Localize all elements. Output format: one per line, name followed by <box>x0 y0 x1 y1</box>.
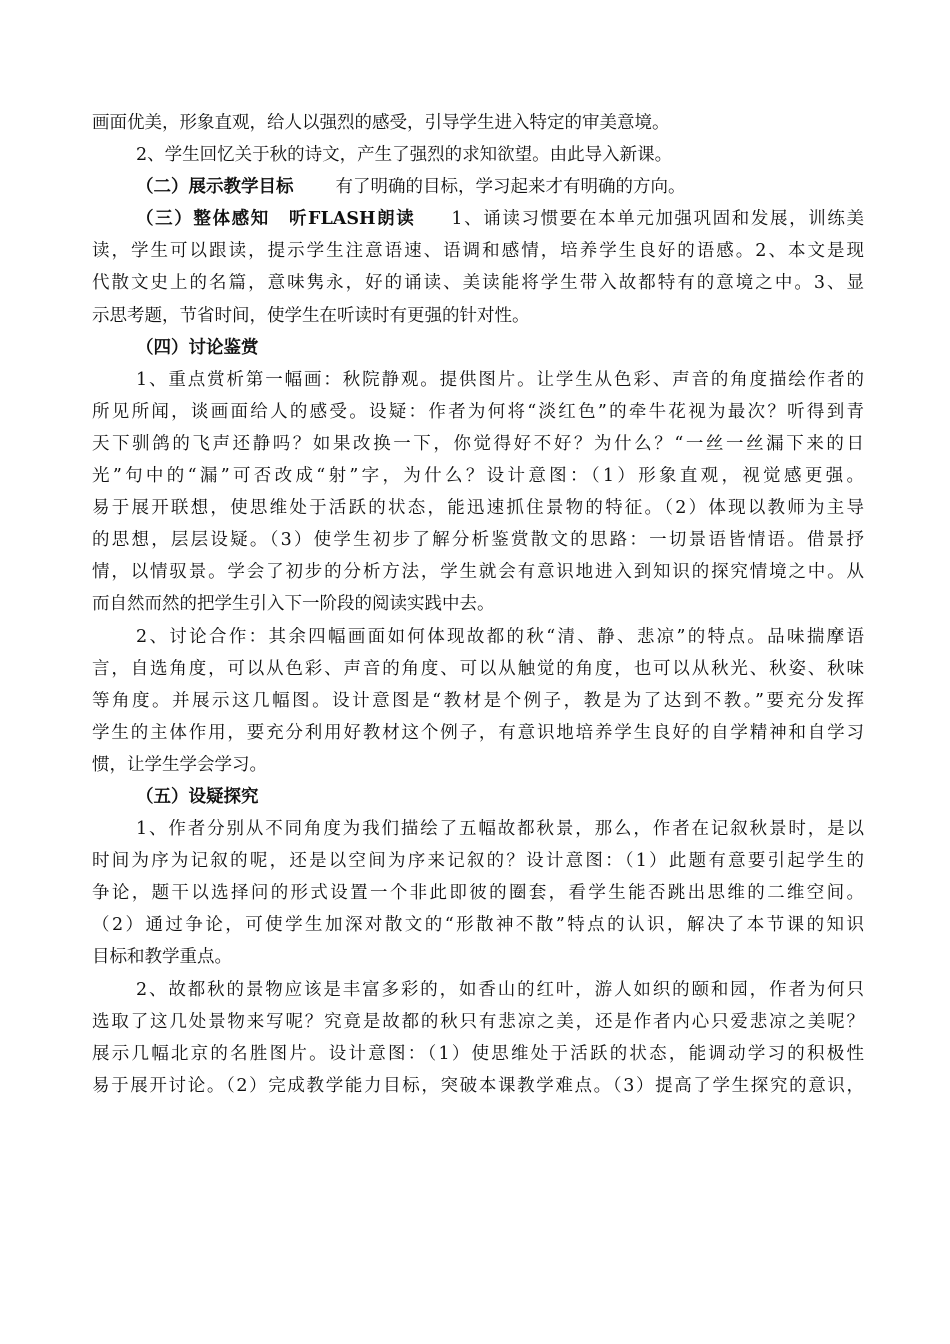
heading-note: 有了明确的目标，学习起来才有明确的方向。 <box>335 177 686 198</box>
paragraph-line: 光”句中的“漏”可否改成“射”字，为什么？设计意图：（1）形象直观，视觉感更强。 <box>92 466 864 487</box>
paragraph-line: 示思考题，节省时间，使学生在听读时有更强的针对性。 <box>92 305 530 326</box>
paragraph-line: 1、重点赏析第一幅画：秋院静观。提供图片。让学生从色彩、声音的角度描绘作者的 <box>136 369 864 390</box>
paragraph-line: 目标和教学重点。 <box>92 947 232 968</box>
paragraph-line: 等角度。并展示这几幅图。设计意图是“教材是个例子，教是为了达到不教。”要充分发挥 <box>92 690 864 711</box>
heading-note: 1、诵读习惯要在本单元加强巩固和发展，训练美 <box>451 209 864 230</box>
heading-text: （三）整体感知 听FLASH朗读 <box>136 209 416 230</box>
section-heading-4 <box>92 332 864 364</box>
paragraph-line: 所见所闻，谈画面给人的感受。设疑：作者为何将“淡红色”的牵牛花视为最次？听得到青 <box>92 401 864 422</box>
section-heading-2 <box>92 171 864 203</box>
paragraph-line: 2、讨论合作：其余四幅画面如何体现故都的秋“清、静、悲凉”的特点。品味揣摩语 <box>136 626 864 647</box>
paragraph-line: 易于展开讨论。（2）完成教学能力目标，突破本课教学难点。（3）提高了学生探究的意识， <box>92 1075 864 1096</box>
paragraph-line: 2、学生回忆关于秋的诗文，产生了强烈的求知欲望。由此导入新课。 <box>136 145 673 166</box>
paragraph-line: 画面优美，形象直观，给人以强烈的感受，引导学生进入特定的审美意境。 <box>92 113 670 133</box>
paragraph-line: 易于展开联想，使思维处于活跃的状态，能迅速抓住景物的特征。（2）体现以教师为主导 <box>92 498 864 519</box>
paragraph-line: 的思想，层层设疑。（3）使学生初步了解分析鉴赏散文的思路：一切景语皆情语。借景抒 <box>92 530 864 551</box>
paragraph-line: 读，学生可以跟读，提示学生注意语速、语调和感情，培养学生良好的语感。2、本文是现 <box>92 241 864 262</box>
heading-text: （四）讨论鉴赏 <box>136 337 259 358</box>
heading-text: （二）展示教学目标 <box>136 177 294 198</box>
paragraph-line: 惯，让学生学会学习。 <box>92 754 267 775</box>
paragraph-line: 天下驯鸽的飞声还静吗？如果改换一下，你觉得好不好？为什么？“一丝一丝漏下来的日 <box>92 433 864 454</box>
paragraph-line: 2、故都秋的景物应该是丰富多彩的，如香山的红叶，游人如织的颐和园，作者为何只 <box>136 979 864 1000</box>
paragraph-line: 代散文史上的名篇，意味隽永，好的诵读、美读能将学生带入故都特有的意境之中。3、显 <box>92 273 864 294</box>
paragraph-line: 展示几幅北京的名胜图片。设计意图：（1）使思维处于活跃的状态，能调动学习的积极性 <box>92 1043 864 1064</box>
paragraph-line: 选取了这几处景物来写呢？究竟是故都的秋只有悲凉之美，还是作者内心只爱悲凉之美呢？ <box>92 1011 864 1032</box>
paragraph-line: 情，以情驭景。学会了初步的分析方法，学生就会有意识地进入到知识的探究情境之中。从 <box>92 562 864 583</box>
paragraph-line: 时间为序为记叙的呢，还是以空间为序来记叙的？设计意图：（1）此题有意要引起学生的 <box>92 851 864 872</box>
paragraph-line: （2）通过争论，可使学生加深对散文的“形散神不散”特点的认识，解决了本节课的知识 <box>92 915 864 936</box>
section-heading-5 <box>92 781 864 813</box>
paragraph-line: 学生的主体作用，要充分利用好教材这个例子，有意识地培养学生良好的自学精神和自学习 <box>92 722 864 743</box>
section-heading-3 <box>92 203 864 235</box>
paragraph-line: 1、作者分别从不同角度为我们描绘了五幅故都秋景，那么，作者在记叙秋景时，是以 <box>136 819 864 840</box>
paragraph-line: 争论，题干以选择问的形式设置一个非此即彼的圈套，看学生能否跳出思维的二维空间。 <box>92 883 864 904</box>
heading-text: （五）设疑探究 <box>136 786 259 807</box>
paragraph-line: 言，自选角度，可以从色彩、声音的角度、可以从触觉的角度，也可以从秋光、秋姿、秋味 <box>92 658 864 679</box>
paragraph-line: 而自然而然的把学生引入下一阶段的阅读实践中去。 <box>92 594 495 615</box>
